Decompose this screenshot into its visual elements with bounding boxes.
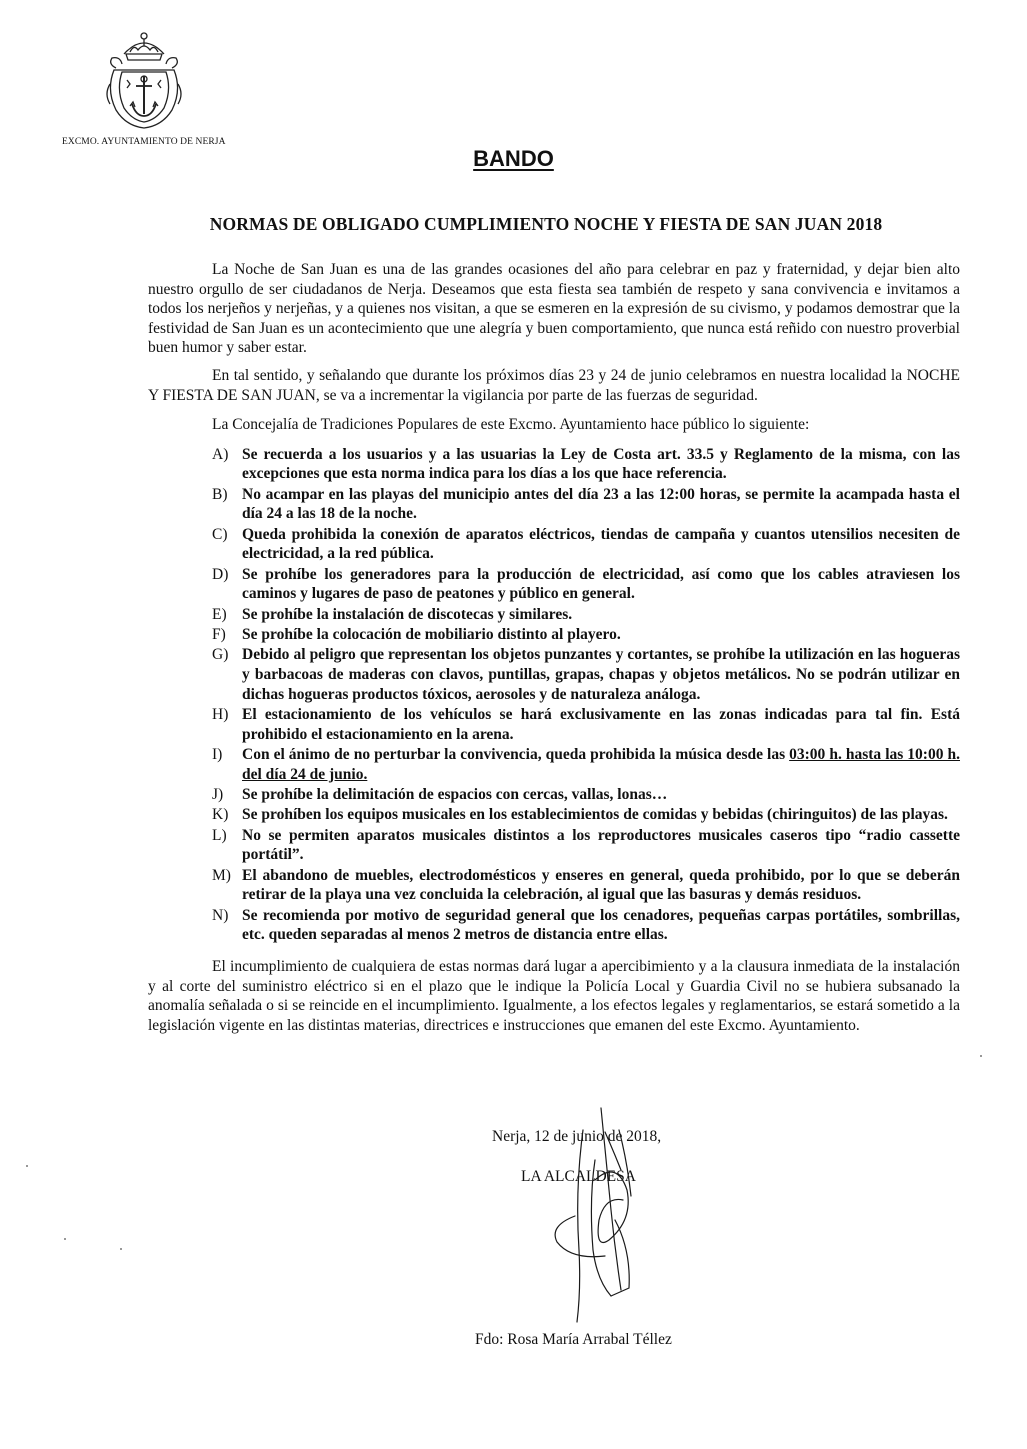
rule-text: Se recuerda a los usuarios y a las usuarias la Ley de Costa art. 33.5 y Reglamento de la misma, con las excepciones que esta norma indica para los días a los que hace referencia. — [242, 445, 960, 483]
announcement-paragraph: La Concejalía de Tradiciones Populares de este Excmo. Ayuntamiento hace público lo siguiente: — [212, 416, 810, 434]
rule-letter: A) — [212, 445, 229, 463]
list-item — [148, 565, 960, 604]
list-item — [148, 485, 960, 524]
document-heading: NORMAS DE OBLIGADO CUMPLIMIENTO NOCHE Y FIESTA DE SAN JUAN 2018 — [209, 214, 883, 234]
list-item — [148, 866, 960, 905]
list-item — [148, 785, 960, 805]
context-paragraph: En tal sentido, y señalando que durante los próximos días 23 y 24 de junio celebramos en nuestra localidad la NOCHE Y FIESTA DE SAN JUAN, se va a incrementar la vigilancia por parte de las fuerzas de seguridad. — [148, 366, 960, 404]
rule-letter: L) — [212, 826, 227, 844]
rule-text: Se prohíbe la instalación de discotecas y similares. — [242, 605, 573, 623]
coat-of-arms-icon — [100, 24, 188, 132]
list-item — [148, 745, 960, 784]
rules-list — [148, 445, 960, 945]
rule-text: El abandono de muebles, electrodomésticos y enseres en general, queda prohibido, por lo que se deberán retirar de la playa una vez concluida la celebración, al igual que las basuras y demás residuos. — [242, 866, 960, 904]
list-item — [148, 605, 960, 625]
rule-letter: E) — [212, 605, 227, 623]
rule-letter: K) — [212, 806, 229, 824]
list-item — [148, 705, 960, 744]
rule-text: Se prohíben los equipos musicales en los establecimientos de comidas y bebidas (chiringuitos) de las playas. — [242, 806, 948, 824]
handwritten-signature-icon — [535, 1100, 675, 1330]
rule-text: Debido al peligro que representan los objetos punzantes y cortantes, se prohíbe la utilización en las hogueras y barbacoas de maderas con clavos, puntillas, grapas, chapas y objetos metálicos. No se podrán utilizar en dichas hogueras productos tóxicos, aerosoles y de naturaleza análoga. — [242, 646, 960, 703]
list-item — [148, 906, 960, 945]
rule-letter: B) — [212, 485, 228, 503]
rule-text — [242, 745, 960, 784]
rule-letter: F) — [212, 626, 226, 644]
rule-letter: J) — [212, 786, 224, 804]
rule-letter: C) — [212, 525, 228, 543]
rule-text: Se recomienda por motivo de seguridad general que los cenadores, pequeñas carpas portátiles, sombrillas, etc. queden separadas al menos 2 metros de distancia entre ellas. — [242, 906, 960, 944]
rule-text-main: Con el ánimo de no perturbar la convivencia, queda prohibida la música desde las — [242, 746, 790, 764]
rule-text-underlined: 03:00 h. hasta las 10:00 h. del día 24 de junio. — [242, 746, 960, 783]
rule-text: Queda prohibida la conexión de aparatos eléctricos, tiendas de campaña y cuantos utensilios necesiten de electricidad, a la red pública. — [242, 525, 960, 563]
scan-speck — [980, 1055, 982, 1057]
document-body — [148, 260, 960, 1045]
place-date: Nerja, 12 de junio de 2018, — [492, 1128, 662, 1145]
document-title: BANDO — [473, 146, 554, 171]
rule-letter: H) — [212, 706, 229, 724]
rule-text: Se prohíbe los generadores para la producción de electricidad, así como que los cables atraviesen los caminos y lugares de paso de peatones y público en general. — [242, 565, 960, 603]
scan-speck — [26, 1165, 28, 1167]
rule-letter: N) — [212, 906, 229, 924]
list-item — [148, 826, 960, 865]
rule-text: No acampar en las playas del municipio antes del día 23 a las 12:00 horas, se permite la acampada hasta el día 24 a las 18 de la noche. — [242, 485, 960, 523]
list-item — [148, 645, 960, 704]
list-item — [148, 525, 960, 564]
rule-letter: D) — [212, 565, 229, 583]
scan-speck — [64, 1238, 66, 1240]
signatory-office: LA ALCALDESA — [521, 1168, 636, 1185]
rule-text: Se prohíbe la delimitación de espacios con cercas, vallas, lonas… — [242, 786, 668, 804]
rule-text: El estacionamiento de los vehículos se hará exclusivamente en las zonas indicadas para tal fin. Está prohibido el estacionamiento en la arena. — [242, 706, 960, 743]
closing-paragraph: El incumplimiento de cualquiera de estas normas dará lugar a apercibimiento y a la clausura inmediata de la instalación y al corte del suministro eléctrico si en el plazo que le indique la Policía Local y Guardia Civil no se hubiera subsanado la anomalía señalada o si se reincide en el incumplimiento. Igualmente, a los efectos legales y reglamentarios, se estará sometido a la legislación vigente en las distintas materias, directrices e instrucciones que emanen del este Excmo. Ayuntamiento. — [148, 957, 960, 1034]
signed-by: Fdo: Rosa María Arrabal Téllez — [475, 1331, 672, 1348]
rule-letter: G) — [212, 646, 229, 664]
rule-letter: I) — [212, 746, 223, 764]
rule-text: No se permiten aparatos musicales distintos a los reproductores musicales caseros tipo “radio cassette portátil”. — [242, 826, 960, 864]
rule-text: Se prohíbe la colocación de mobiliario distinto al playero. — [242, 626, 621, 644]
list-item — [148, 805, 960, 825]
rule-letter: M) — [212, 866, 231, 884]
organization-name: EXCMO. AYUNTAMIENTO DE NERJA — [62, 137, 226, 147]
list-item — [148, 445, 960, 484]
intro-paragraph: La Noche de San Juan es una de las grandes ocasiones del año para celebrar en paz y fraternidad, y dejar bien alto nuestro orgullo de ser ciudadanos de Nerja. Deseamos que esta fiesta sea también de respeto y sana convivencia e invitamos a todos los nerjeños y nerjeñas, y a quienes nos visitan, a que se esmeren en la expresión de su civismo, y podamos demostrar que la festividad de San Juan es un acontecimiento que une alegría y buen comportamiento, que nunca está reñido con nuestro proverbial buen humor y saber estar. — [148, 261, 960, 357]
scan-speck — [120, 1248, 122, 1250]
list-item — [148, 625, 960, 645]
